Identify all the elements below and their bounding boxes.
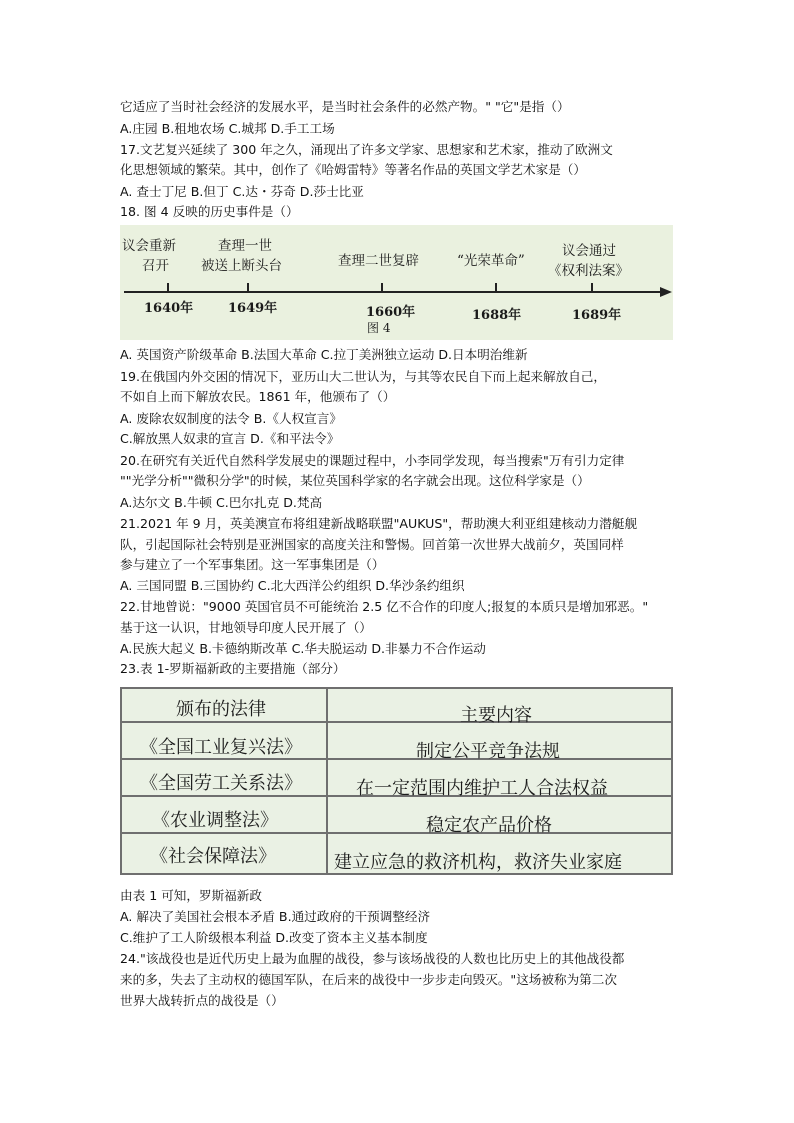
text-line: 化思想领域的繁荣。其中，创作了《哈姆雷特》等著名作品的英国文学艺术家是（） bbox=[120, 162, 586, 177]
event-label: 议会通过 bbox=[562, 243, 616, 259]
event-label: 查理一世 bbox=[218, 238, 272, 254]
table-header: 主要内容 bbox=[460, 705, 532, 726]
answer-options: C.维护了工人阶级根本利益 D.改变了资本主义基本制度 bbox=[120, 930, 428, 945]
table-cell: 《全国工业复兴法》 bbox=[140, 737, 302, 758]
table-cell: 制定公平竞争法规 bbox=[416, 741, 560, 762]
question-17: 17.文艺复兴延续了 300 年之久，涌现出了许多文学家、思想家和艺术家，推动了欧洲文 bbox=[120, 142, 613, 157]
question-21: 21.2021 年 9 月，英美澳宣布将组建新战略联盟"AUKUS"，帮助澳大利亚组建核动力潜艇舰 bbox=[120, 516, 638, 531]
table-cell: 《全国劳工关系法》 bbox=[140, 773, 302, 794]
table-cell: 稳定农产品价格 bbox=[426, 815, 552, 836]
text-line: 参与建立了一个军事集团。这一军事集团是（） bbox=[120, 557, 385, 572]
text-line: 队，引起国际社会特别是亚洲国家的高度关注和警惕。回首第一次世界大战前夕，英国同样 bbox=[120, 537, 624, 552]
table-cell: 建立应急的救济机构，救济失业家庭 bbox=[334, 852, 622, 873]
answer-options: C.解放黑人奴隶的宣言 D.《和平法令》 bbox=[120, 431, 340, 446]
text-line: 它适应了当时社会经济的发展水平，是当时社会条件的必然产物。" "它"是指（） bbox=[120, 99, 570, 114]
event-year: 1649年 bbox=[228, 301, 278, 316]
table-cell: 《社会保障法》 bbox=[150, 846, 276, 867]
event-year: 1689年 bbox=[572, 308, 622, 323]
answer-options: A.民族大起义 B.卡德纳斯改革 C.华夫脱运动 D.非暴力不合作运动 bbox=[120, 641, 486, 656]
question-24: 24."该战役也是近代历史上最为血腥的战役，参与该场战役的人数也比历史上的其他战役都 bbox=[120, 951, 625, 966]
event-year: 1660年 bbox=[366, 305, 416, 320]
question-18: 18. 图 4 反映的历史事件是（） bbox=[120, 204, 299, 219]
figure-caption: 图 4 bbox=[367, 321, 391, 335]
text-line: 不如自上而下解放农民。1861 年，他颁布了（） bbox=[120, 389, 396, 404]
event-label: 查理二世复辟 bbox=[338, 253, 419, 269]
text-line: 来的多，失去了主动权的德国军队，在后来的战役中一步步走向毁灭。"这场被称为第二次 bbox=[120, 972, 617, 987]
table-1-new-deal bbox=[120, 687, 673, 875]
answer-options: A. 废除农奴制度的法令 B.《人权宣言》 bbox=[120, 411, 342, 426]
question-19: 19.在俄国内外交困的情况下，亚历山大二世认为，与其等农民自下而上起来解放自己， bbox=[120, 369, 606, 384]
event-label: 召开 bbox=[142, 258, 169, 274]
event-label: 议会重新 bbox=[122, 238, 176, 254]
event-label: 被送上断头台 bbox=[201, 258, 282, 274]
table-cell: 在一定范围内维护工人合法权益 bbox=[356, 778, 608, 799]
text-line: 基于这一认识，甘地领导印度人民开展了（） bbox=[120, 620, 372, 635]
answer-options: A. 解决了美国社会根本矛盾 B.通过政府的干预调整经济 bbox=[120, 909, 431, 924]
answer-options: A.达尔文 B.牛顿 C.巴尔扎克 D.梵高 bbox=[120, 495, 323, 510]
event-label: 《权利法案》 bbox=[548, 263, 629, 279]
text-line: ""光学分析""微积分学"的时候，某位英国科学家的名字就会出现。这位科学家是（） bbox=[120, 473, 590, 488]
answer-options: A. 三国同盟 B.三国协约 C.北大西洋公约组织 D.华沙条约组织 bbox=[120, 578, 465, 593]
answer-options: A. 英国资产阶级革命 B.法国大革命 C.拉丁美洲独立运动 D.日本明治维新 bbox=[120, 347, 528, 362]
event-year: 1640年 bbox=[144, 301, 194, 316]
event-year: 1688年 bbox=[472, 308, 522, 323]
question-22: 22.甘地曾说："9000 英国官员不可能统治 2.5 亿不合作的印度人;报复的本质只是增加邪恶。" bbox=[120, 599, 649, 614]
question-23: 23.表 1-罗斯福新政的主要措施（部分） bbox=[120, 661, 346, 676]
figure-4-timeline bbox=[120, 225, 673, 340]
table-header: 颁布的法律 bbox=[176, 699, 266, 720]
question-20: 20.在研究有关近代自然科学发展史的课题过程中，小李同学发现，每当搜索"万有引力定律 bbox=[120, 453, 625, 468]
table-cell: 《农业调整法》 bbox=[152, 810, 278, 831]
answer-options: A. 查士丁尼 B.但丁 C.达・芬奇 D.莎士比亚 bbox=[120, 184, 364, 199]
text-line: 由表 1 可知，罗斯福新政 bbox=[120, 888, 262, 903]
answer-options: A.庄园 B.租地农场 C.城邦 D.手工工场 bbox=[120, 121, 335, 136]
event-label: “光荣革命” bbox=[457, 253, 525, 269]
text-line: 世界大战转折点的战役是（） bbox=[120, 993, 284, 1008]
